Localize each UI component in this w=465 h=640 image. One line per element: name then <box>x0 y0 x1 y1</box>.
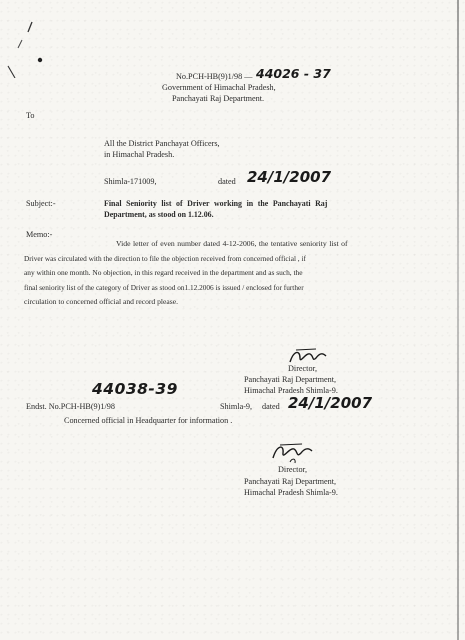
dated-label: dated <box>218 177 236 186</box>
sig1-title: Director, <box>288 364 317 373</box>
memo-body <box>24 237 444 310</box>
addressee-line2: in Himachal Pradesh. <box>104 150 175 159</box>
signature-icon <box>268 440 318 466</box>
sig1-dept: Panchayati Raj Department, <box>244 375 337 384</box>
scan-edge-shadow <box>457 0 459 640</box>
stray-mark-icon <box>2 18 52 78</box>
endst-dated-label: dated <box>262 402 280 411</box>
sig2-dept: Panchayati Raj Department, <box>244 477 337 486</box>
memo-label: Memo:- <box>26 230 53 239</box>
to-label: To <box>26 111 35 120</box>
addressee-line1: All the District Panchayat Officers, <box>104 139 220 148</box>
org-name: Government of Himachal Pradesh, <box>162 83 276 92</box>
sig2-title: Director, <box>278 465 307 474</box>
endst-date-handwritten: 24/1/2007 <box>288 394 373 412</box>
subject-line1: Final Seniority list of Driver working in the Panchayati Raj <box>104 199 328 208</box>
letter-number-handwritten: 44026 - 37 <box>256 66 331 81</box>
dept-name: Panchayati Raj Department. <box>172 94 265 103</box>
endst-place: Shimla-9, <box>220 402 253 411</box>
endst-number-handwritten: 44038-39 <box>92 380 178 398</box>
memo-line: circulation to concerned official and record please. <box>24 297 178 306</box>
subject-line2: Department, as stood on 1.12.06. <box>104 210 214 219</box>
letter-number: No.PCH-HB(9)1/98 — <box>176 72 253 81</box>
endst-number: Endst. No.PCH-HB(9)1/98 <box>26 402 115 411</box>
memo-line: Vide letter of even number dated 4-12-2006, the tentative seniority list of <box>116 239 348 248</box>
subject-label: Subject:- <box>26 199 56 208</box>
memo-line: any within one month. No objection, in this regard received in the department and as such, the <box>24 268 303 277</box>
memo-line: Driver was circulated with the direction to file the objection received from concerned official , if <box>24 253 306 263</box>
date-handwritten: 24/1/2007 <box>247 168 332 186</box>
sig2-place: Himachal Pradesh Shimla-9. <box>244 488 338 497</box>
sig1-place: Himachal Pradesh Shimla-9. <box>244 386 338 395</box>
place: Shimla-171009, <box>104 177 157 186</box>
copy-to: Concerned official in Headquarter for information . <box>64 416 233 425</box>
memo-line: final seniority list of the category of Driver as stood on1.12.2006 is issued / enclosed for further <box>24 282 304 292</box>
